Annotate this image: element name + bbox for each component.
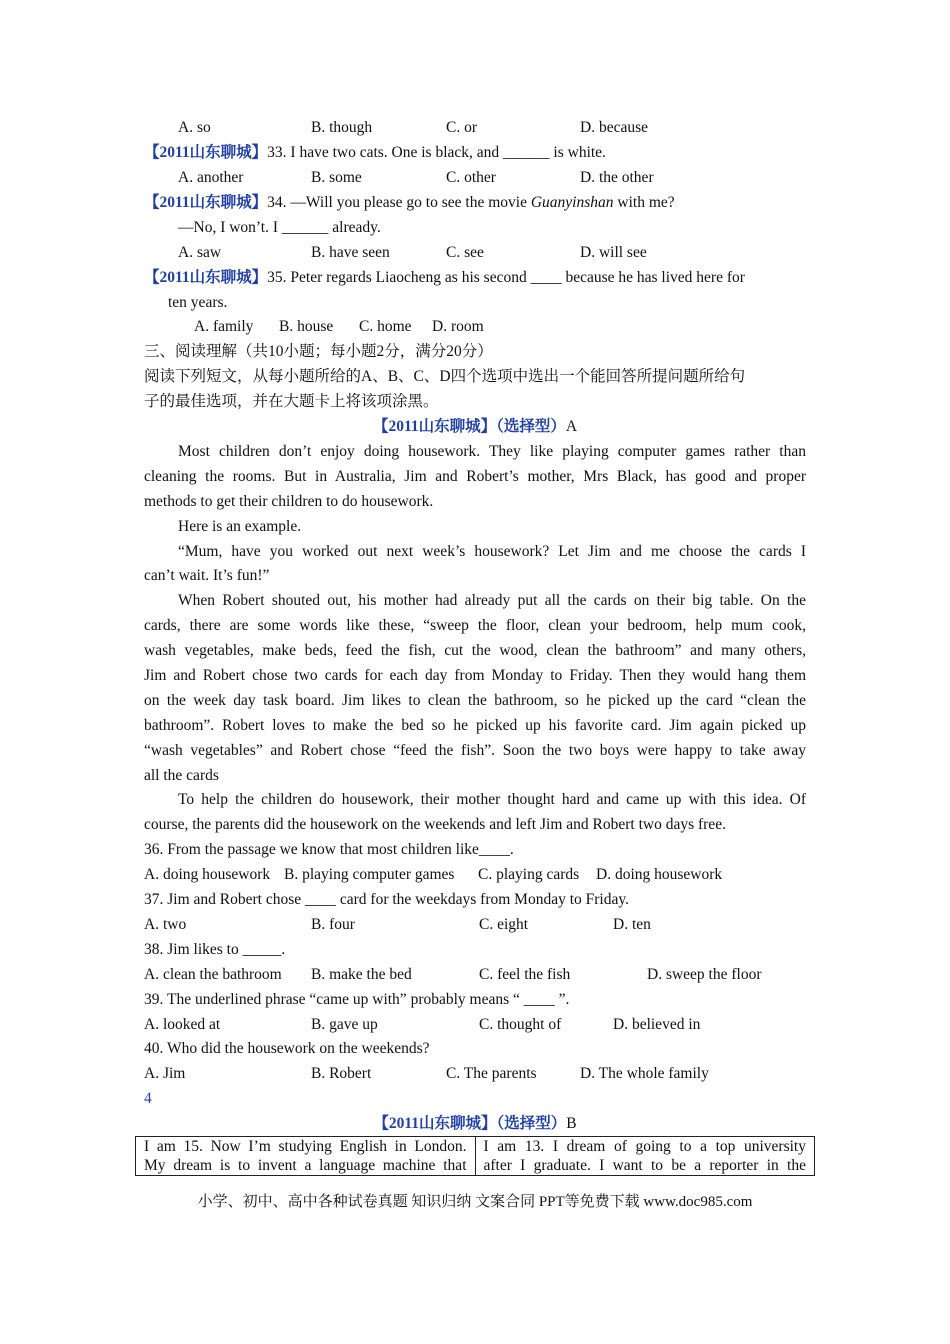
question-option: B. gave up — [311, 1016, 378, 1033]
passage-b-heading: 【2011山东聊城】（选择型）B — [373, 1115, 577, 1132]
answer-note: 4 — [144, 1090, 152, 1107]
passage-a-line: Most children don’t enjoy doing housework. They like playing computer games rather than — [178, 443, 806, 460]
question-option: A. doing housework — [144, 866, 271, 883]
passage-a-heading: 【2011山东聊城】（选择型）A — [372, 418, 578, 435]
question-option: A. looked at — [144, 1016, 221, 1033]
q34-option-d: D. will see — [580, 244, 647, 261]
question-option: C. The parents — [446, 1065, 537, 1082]
passage-a-line: all the cards — [144, 767, 219, 784]
q35-option-d: D. room — [432, 318, 484, 335]
passage-a-line: course, the parents did the housework on the weekends and left Jim and Robert two days free. — [144, 816, 726, 833]
question-option: A. clean the bathroom — [144, 966, 282, 983]
page-footer: 小学、初中、高中各种试卷真题 知识归纳 文案合同 PPT等免费下载 www.doc985.com — [197, 1194, 753, 1210]
question-option: C. eight — [479, 916, 529, 933]
question-option: C. feel the fish — [479, 966, 571, 983]
passage-a-line: To help the children do housework, their mother thought hard and came up with this idea. Of — [178, 791, 806, 808]
question-option: C. thought of — [479, 1016, 562, 1033]
question-option: B. make the bed — [311, 966, 412, 983]
passage-b-left-cell: I am 15. Now I’m studying English in London. My dream is to invent a language machine that — [136, 1137, 476, 1176]
q35-stem: 【2011山东聊城】35. Peter regards Liaocheng as his second ____ because he has lived here for — [144, 269, 745, 286]
passage-a-line: “Mum, have you worked out next week’s housework? Let Jim and me choose the cards I — [178, 543, 806, 560]
question-stem: 37. Jim and Robert chose ____ card for the weekdays from Monday to Friday. — [144, 891, 629, 908]
q32-option-b: B. though — [311, 119, 373, 136]
q35-option-a: A. family — [194, 318, 254, 335]
q34-option-c: C. see — [446, 244, 484, 261]
source-tag: 【2011山东聊城】 — [144, 269, 268, 286]
question-option: B. four — [311, 916, 355, 933]
question-stem: 38. Jim likes to _____. — [144, 941, 286, 958]
question-stem: 39. The underlined phrase “came up with” probably means “ ____ ”. — [144, 991, 570, 1008]
source-tag: 【2011山东聊城】 — [144, 194, 268, 211]
question-option: D. The whole family — [580, 1065, 709, 1082]
q32-option-a: A. so — [178, 119, 211, 136]
passage-a-line: When Robert shouted out, his mother had already put all the cards on their big table. On the — [178, 592, 806, 609]
source-tag: 【2011山东聊城】 — [144, 144, 268, 161]
passage-a-line: cards, there are some words like these, “sweep the floor, clean your bedroom, help mum cook, — [144, 617, 806, 634]
q33-stem: 【2011山东聊城】33. I have two cats. One is black, and ______ is white. — [144, 144, 606, 161]
question-option: B. playing computer games — [284, 866, 455, 883]
section-instruction-line2: 子的最佳选项，并在大题卡上将该项涂黑。 — [144, 393, 439, 410]
q33-option-d: D. the other — [580, 169, 654, 186]
question-option: B. Robert — [311, 1065, 372, 1082]
passage-a-line: can’t wait. It’s fun!” — [144, 567, 270, 584]
question-stem: 36. From the passage we know that most children like____. — [144, 841, 514, 858]
q35-line2: ten years. — [168, 294, 228, 311]
q33-option-a: A. another — [178, 169, 244, 186]
passage-a-line: Jim and Robert chose two cards for each day from Monday to Friday. Then they would hang them — [144, 667, 806, 684]
section-title: 三、阅读理解（共10小题；每小题2分，满分20分） — [144, 343, 493, 360]
question-option: D. doing housework — [596, 866, 723, 883]
section-instruction-line1: 阅读下列短文，从每小题所给的A、B、C、D四个选项中选出一个能回答所提问题所给句 — [144, 368, 746, 385]
q32-option-c: C. or — [446, 119, 477, 136]
q35-option-b: B. house — [279, 318, 334, 335]
question-option: C. playing cards — [478, 866, 580, 883]
passage-a-line: Here is an example. — [178, 518, 302, 535]
question-stem: 40. Who did the housework on the weekends? — [144, 1040, 430, 1057]
q34-stem: 【2011山东聊城】34. —Will you please go to see the movie Guanyinshan with me? — [144, 194, 675, 211]
question-option: A. two — [144, 916, 187, 933]
passage-a-line: on the week day task board. Jim likes to clean the bathroom, so he picked up the card “clean the — [144, 692, 806, 709]
passage-b-right-cell: I am 13. I dream of going to a top university after I graduate. I want to be a reporter in the — [475, 1137, 815, 1176]
q32-option-d: D. because — [580, 119, 648, 136]
passage-a-line: “wash vegetables” and Robert chose “feed the fish”. Soon the two boys were happy to take away — [144, 742, 806, 759]
q34-option-b: B. have seen — [311, 244, 390, 261]
passage-a-line: wash vegetables, make beds, feed the fish, cut the wood, clean the bathroom” and many others, — [144, 642, 806, 659]
q35-option-c: C. home — [359, 318, 412, 335]
q34-option-a: A. saw — [178, 244, 222, 261]
question-option: D. sweep the floor — [647, 966, 762, 983]
question-option: A. Jim — [144, 1065, 186, 1082]
q33-option-c: C. other — [446, 169, 496, 186]
question-option: D. ten — [613, 916, 651, 933]
passage-a-line: methods to get their children to do housework. — [144, 493, 434, 510]
passage-a-line: bathroom”. Robert loves to make the bed so he picked up his favorite card. Jim again picked up — [144, 717, 806, 734]
q34-line2: —No, I won’t. I ______ already. — [178, 219, 381, 236]
q33-option-b: B. some — [311, 169, 362, 186]
passage-b-table — [135, 1136, 815, 1176]
question-option: D. believed in — [613, 1016, 701, 1033]
passage-a-line: cleaning the rooms. But in Australia, Jim and Robert’s mother, Mrs Black, has good and proper — [144, 468, 806, 485]
